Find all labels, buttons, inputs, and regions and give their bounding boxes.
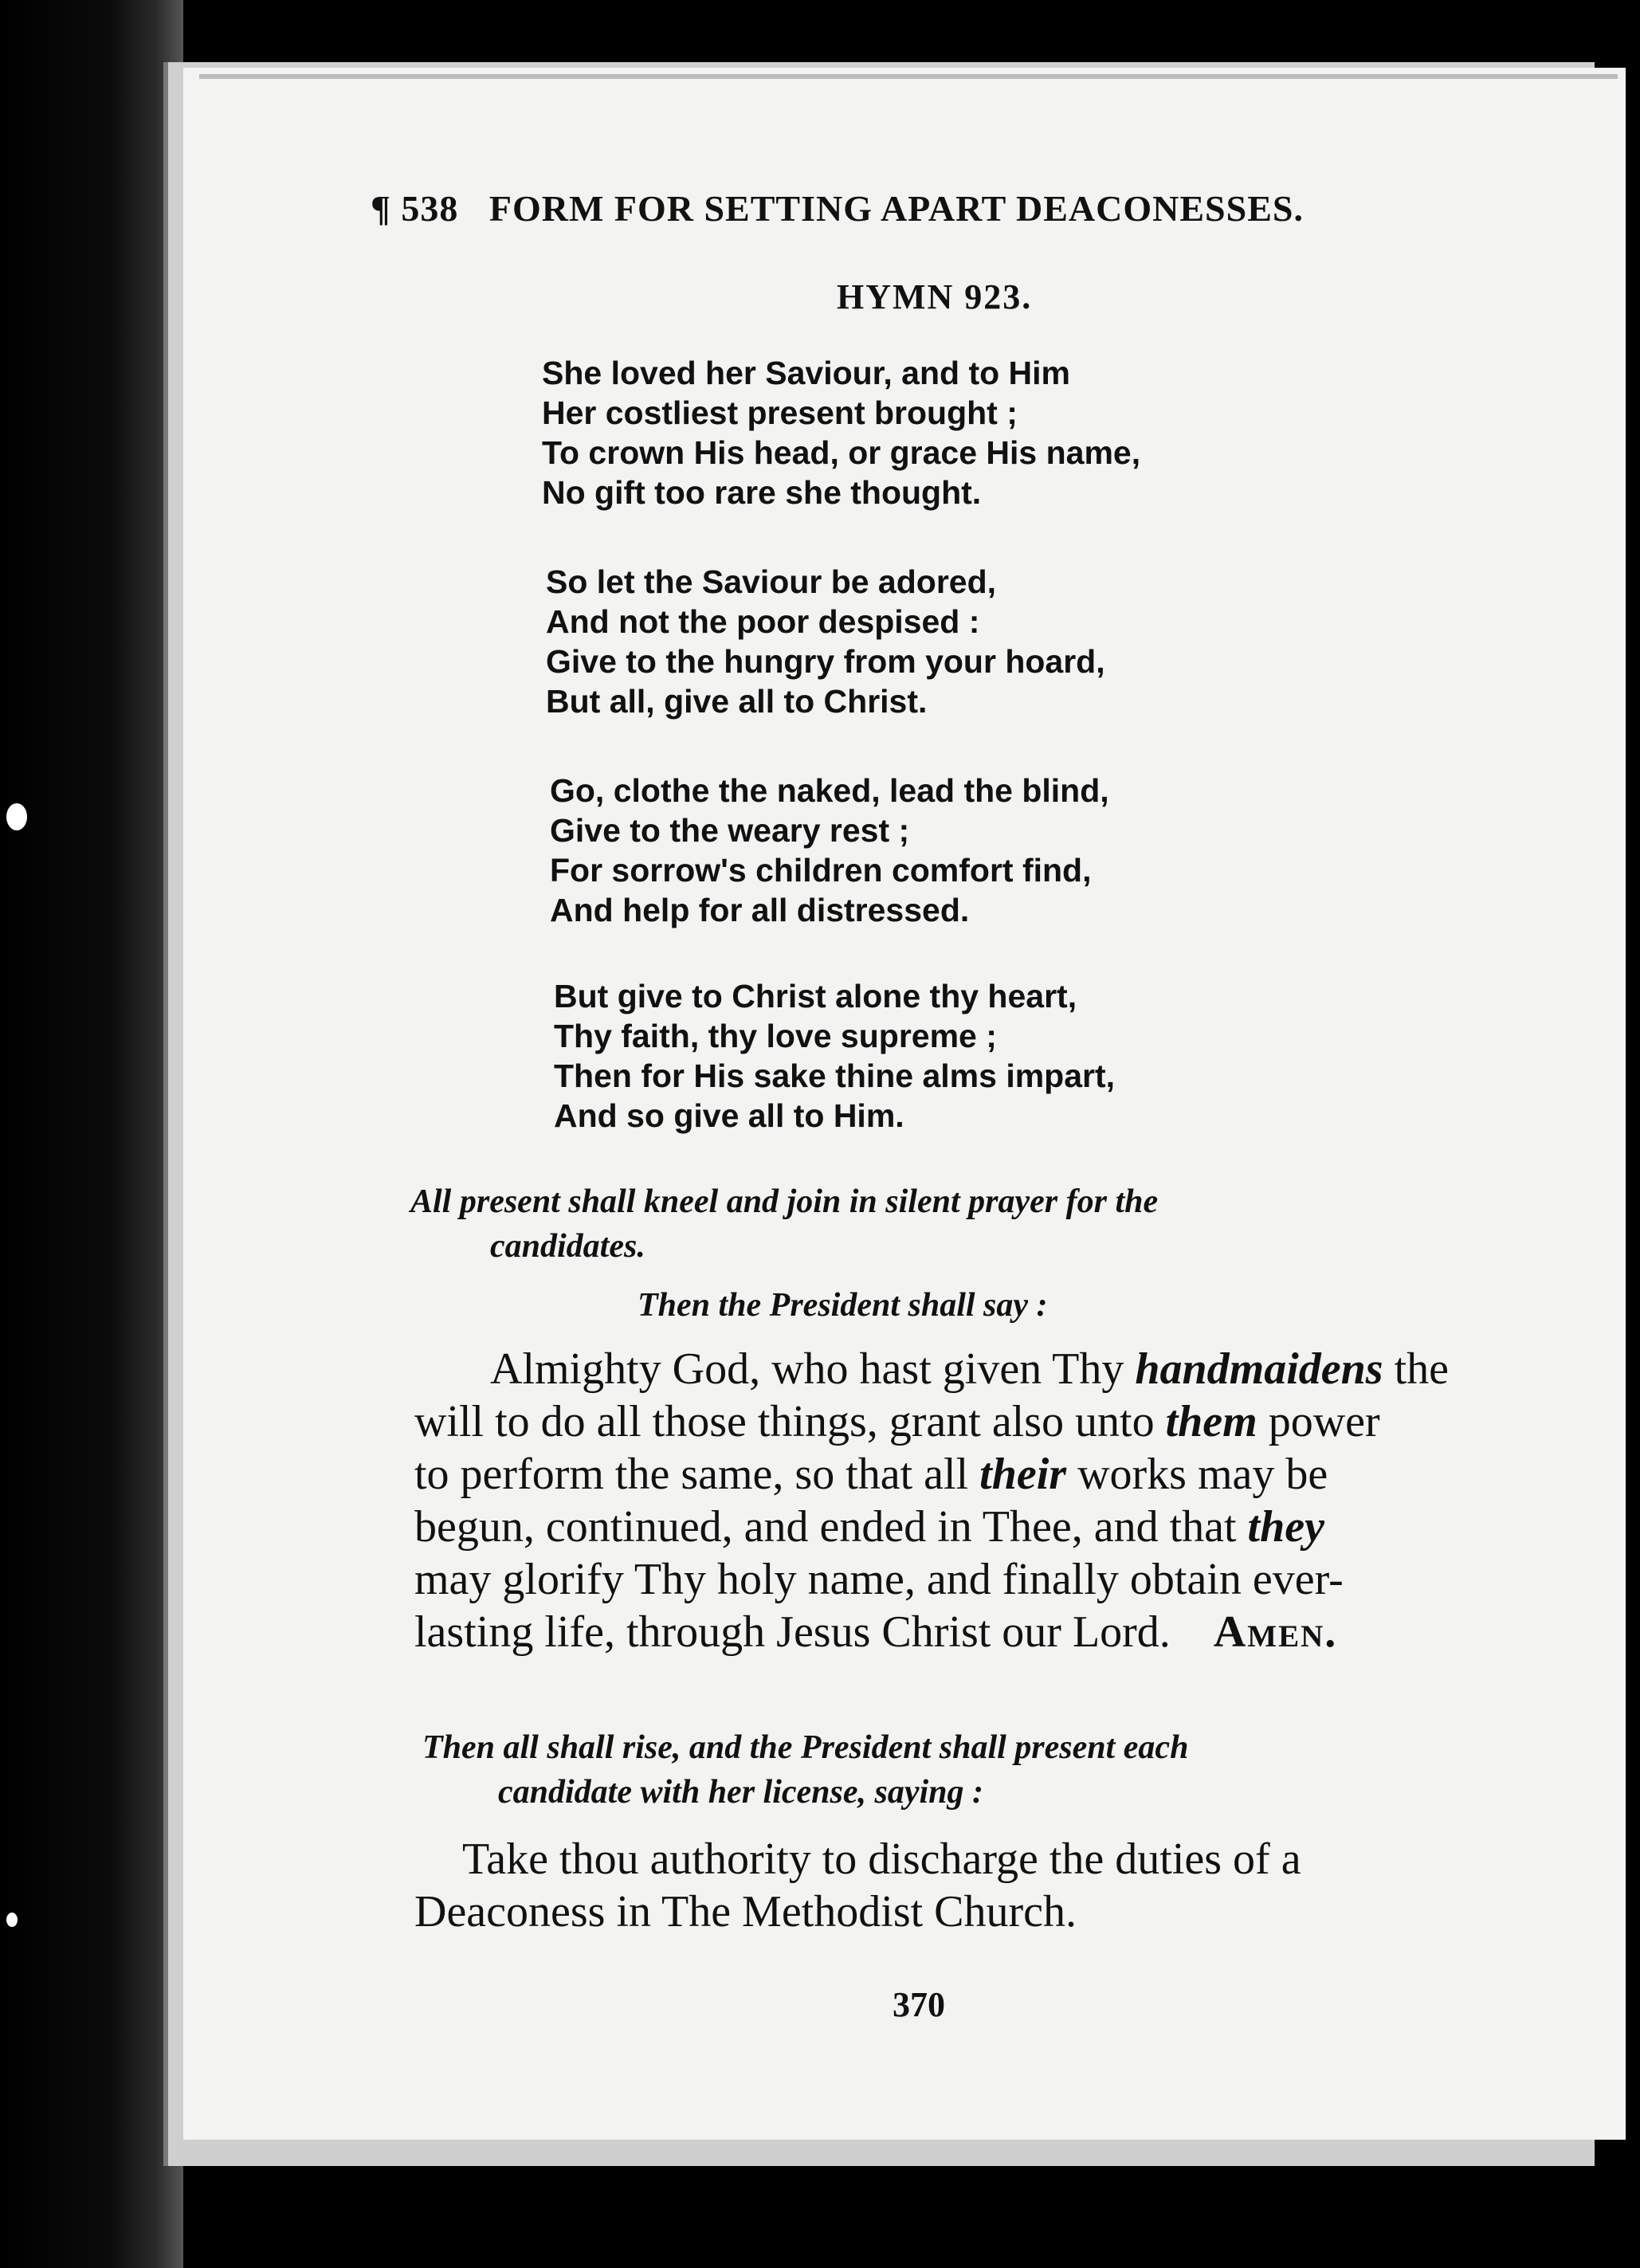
prayer-emphasis: handmaidens — [1135, 1344, 1383, 1394]
prayer-text-run: the — [1383, 1344, 1449, 1394]
prayer-emphasis: they — [1247, 1502, 1324, 1552]
rubric-say: Then the President shall say : — [638, 1287, 1048, 1324]
hymn-line: And help for all distressed. — [550, 892, 970, 928]
section-mark: ¶ 538 — [371, 188, 459, 229]
hymn-line: To crown His head, or grace His name, — [542, 434, 1141, 471]
hymn-line: Her costliest present brought ; — [542, 394, 1018, 431]
prayer-text-run: power — [1257, 1397, 1380, 1446]
prayer-text-run: lasting life, through Jesus Christ our Lord. — [414, 1607, 1171, 1657]
hymn-line: Thy faith, thy love supreme ; — [554, 1018, 997, 1054]
license-charge — [414, 1833, 1594, 1938]
prayer-text-run: begun, continued, and ended in Thee, and that — [414, 1502, 1248, 1552]
hymn-line: For sorrow's children comfort find, — [550, 852, 1092, 889]
charge-line: Deaconess in The Methodist Church. — [414, 1887, 1077, 1936]
book-page — [183, 68, 1626, 2140]
scan-speck — [6, 803, 27, 830]
book-gutter — [0, 0, 183, 2268]
hymn-line: But give to Christ alone thy heart, — [554, 978, 1077, 1014]
scan-speck — [6, 1913, 18, 1927]
page-heading: FORM FOR SETTING APART DEACONESSES. — [488, 188, 1304, 229]
hymn-stanza — [554, 976, 1115, 1136]
prayer-text-run: Almighty God, who hast given Thy — [490, 1344, 1136, 1394]
hymn-stanza — [550, 771, 1109, 930]
prayer-text-run: works may be — [1066, 1450, 1328, 1499]
hymn-stanza — [542, 353, 1140, 512]
rubric-kneel — [410, 1179, 1158, 1269]
page-edge — [199, 74, 1618, 79]
amen: Amen. — [1213, 1607, 1338, 1657]
hymn-line: No gift too rare she thought. — [542, 474, 982, 511]
charge-line: Take thou authority to discharge the duties of a — [462, 1834, 1301, 1884]
rubric-line: Then all shall rise, and the President shall present each — [422, 1729, 1189, 1766]
rubric-line: All present shall kneel and join in silent prayer for the — [410, 1183, 1159, 1220]
prayer-text — [414, 1343, 1578, 1658]
page-number: 370 — [893, 1985, 945, 2024]
hymn-line: And so give all to Him. — [554, 1097, 904, 1134]
prayer-line: may glorify Thy holy name, and finally obtain ever- — [414, 1555, 1344, 1604]
hymn-title: HYMN 923. — [837, 277, 1033, 316]
hymn-line: Then for His sake thine alms impart, — [554, 1057, 1116, 1094]
prayer-emphasis: their — [979, 1450, 1067, 1499]
hymn-line: She loved her Saviour, and to Him — [542, 355, 1070, 391]
hymn-line: And not the poor despised : — [546, 603, 980, 640]
rubric-line: candidate with her license, saying : — [498, 1774, 983, 1811]
prayer-text-run: to perform the same, so that all — [414, 1450, 980, 1499]
prayer-emphasis: them — [1165, 1397, 1257, 1446]
rubric-line: candidates. — [490, 1228, 645, 1265]
hymn-line: But all, give all to Christ. — [546, 683, 928, 720]
hymn-line: Go, clothe the naked, lead the blind, — [550, 772, 1109, 809]
hymn-stanza — [546, 562, 1105, 721]
prayer-text-run: will to do all those things, grant also unto — [414, 1397, 1166, 1446]
hymn-line: Give to the weary rest ; — [550, 812, 910, 849]
hymn-line: So let the Saviour be adored, — [546, 563, 997, 600]
rubric-rise — [422, 1725, 1188, 1815]
running-header — [371, 187, 1606, 230]
hymn-line: Give to the hungry from your hoard, — [546, 643, 1105, 680]
